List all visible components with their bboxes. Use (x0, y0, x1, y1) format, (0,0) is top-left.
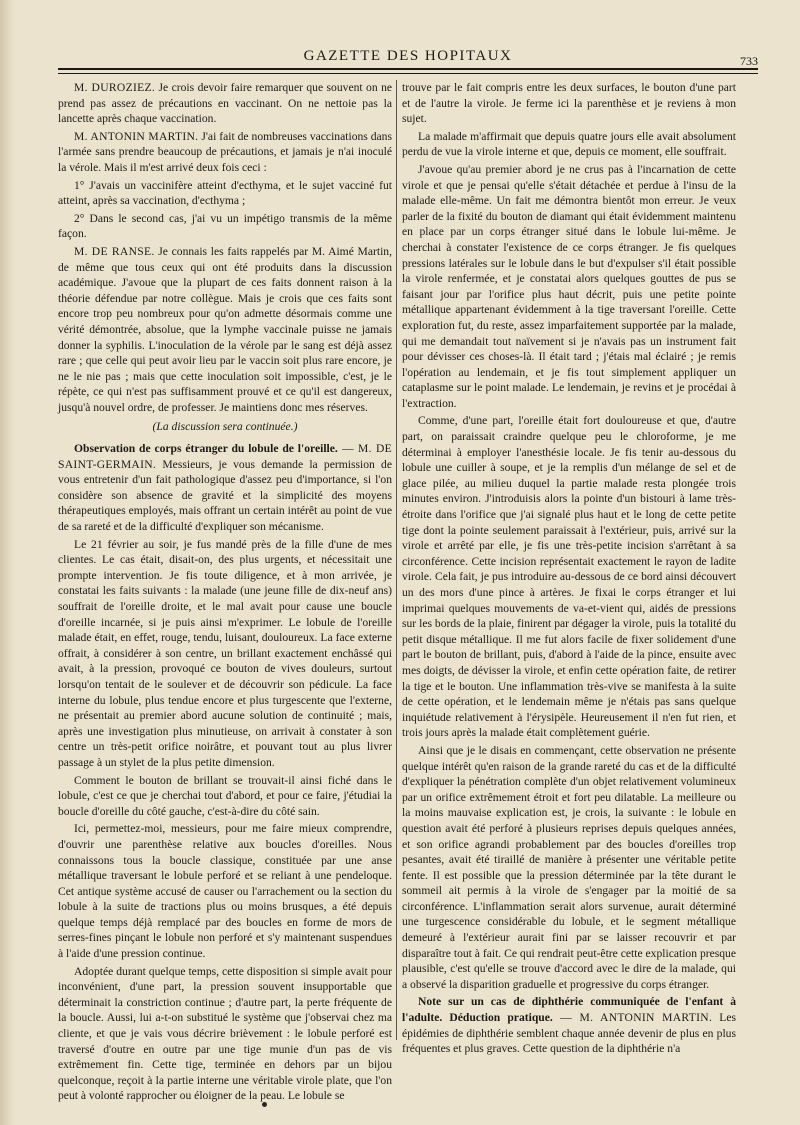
paragraph: Comment le bouton de brillant se trouvait-il ainsi fiché dans le lobule, c'est ce que je cherchai tout d'abord, et pour ce faire, j'étudiai la boucle d'oreille du côté gauche, c'est-à-dire du côté sain. (58, 773, 392, 818)
paragraph-antonin-martin (58, 129, 392, 176)
paragraph: trouve par le fait compris entre les deux surfaces, le bouton d'une part et de l'autre la virole. Je ferme ici la parenthèse et je reviens à mon sujet. (402, 81, 736, 126)
paragraph: J'avoue qu'au premier abord je ne crus pas à l'incarnation de cette virole et que je pensai qu'elle s'était détachée et perdue à l'insu de la malade elle-même. Un fait me démontra bientôt mon erreur. Je veux parler de la fixité du bouton de diamant qui était évidemment maintenu en place par un corps étranger situé dans le lobule lui-même. Je cherchai à constater l'existence de ce corps étranger. Je fis quelques pressions latérales sur le lobule dans le but d'expulser s'il était possible la virole renfermée, et je constatai alors quelques gouttes de pus se faisant jour par l'orifice plus haut décrit, puis une petite pointe métallique appartenant évidemment à la tige traversant l'oreille. Cette exploration fut, du reste, assez imparfaitement supportée par la malade, qui me demandait tout naïvement si je n'avais pas un instrument fait pour dévisser ces choses-là. Il était tard ; j'étais mal éclairé ; je remis l'opération au lendemain, et je fis tout simplement appliquer un cataplasme sur le point malade. Le lendemain, je revins et je procédai à l'extraction. (402, 162, 736, 410)
section-author: — M. DE SAINT-GERMAIN. (58, 442, 392, 471)
paragraph-text: Je crois devoir faire remarquer que souvent on ne prend pas assez de précautions en vaccinant. On ne nettoie pas la lancette après chaque vaccination. (58, 81, 393, 126)
paragraph: Le 21 février au soir, je fus mandé près de la fille d'une de mes clientes. Le cas était, disait-on, des plus urgents, et nécessitait une prompte intervention. Je fis toute diligence, et à mon arrivée, je constatai les faits suivants : la malade (une jeune fille de dix-neuf ans) souffrait de l'oreille droite, et le mal avait pour cause une boucle d'oreille incarnée, si je puis ainsi m'exprimer. Le lobule de l'oreille malade était, en effet, rouge, tendu, luisant, douloureux. La face externe offrait, à considérer à son centre, un brillant exactement enchâssé qui avait, à la pression, provoqué ce bouton de vives douleurs, surtout lorsqu'on tentait de le soulever et de découvrir son pédicule. La face interne du lobule, plus tendue encore et plus turgescente que l'externe, ne présentait au premier abord aucune solution de continuité ; mais, après une investigation plus minutieuse, on arrivait à constater à son centre un très-petit orifice noirâtre, et pouvant tout au plus livrer passage à un stylet de la plus petite dimension. (58, 537, 392, 769)
section-intro (58, 441, 392, 535)
list-item: 1° J'avais un vaccinifère atteint d'ecthyma, et le sujet vacciné fut atteint, après sa vaccination, d'ecthyma ; (58, 178, 392, 208)
note-section (402, 994, 736, 1056)
continuation-note: (La discussion sera continuée.) (152, 420, 298, 434)
speaker-name: M. ANTONIN MARTIN. (74, 129, 199, 143)
left-column (58, 80, 393, 1103)
paragraph-text: J'ai fait de nombreuses vaccinations dans l'armée sans prendre beaucoup de précautions, et jamais je n'ai inoculé la vérole. Mais il m'est arrivé deux fois ceci : (58, 129, 392, 174)
paragraph-text: Je connais les faits rappelés par M. Aimé Martin, de même que tous ceux qui ont été produits dans la discussion académique. J'avoue que la plupart de ces faits donnent raison à la théorie défendue par notre collègue. Mais je crois que ces faits sont encore trop peu nombreux pour qu'on admette désormais comme une vérité démontrée, absolue, que la lymphe vaccinale puisse ne jamais donner la syphilis. L'inoculation de la vérole par le sang est déjà assez rare ; que celle qui peut avoir lieu par le vaccin soit plus rare encore, je ne le nie pas ; mais que cette inoculation soit impossible, c'est, je le répète, ce qui n'est pas suffisamment prouvé et ce qu'il est dangereux, jusqu'à nouvel ordre, de professer. Je maintiens donc mes réserves. (58, 244, 392, 414)
paragraph-text: Messieurs, je vous demande la permission de vous entretenir d'un fait pathologique d'assez peu d'importance, si l'on considère son absence de gravité et la simplicité des moyens thérapeutiques employés, mais offrant un certain intérêt au point de vue de sa rareté et de la difficulté d'expliquer son mécanisme. (58, 457, 392, 534)
journal-title: GAZETTE DES HOPITAUX (303, 48, 513, 64)
page-header (58, 40, 758, 70)
column-divider (396, 80, 397, 1040)
header-rule-thin (58, 73, 758, 74)
note-title: Note sur un cas de diphthérie communiquée de l'enfant à l'adulte. Déduction pratique. (402, 995, 736, 1025)
note-author: — M. ANTONIN MARTIN. (552, 1011, 713, 1025)
paragraph: La malade m'affirmait que depuis quatre jours elle avait absolument perdu de vue la virole interne et que, depuis ce moment, elle souffrait. (402, 129, 736, 159)
paragraph-duroziez (58, 80, 392, 127)
paragraph-de-ranse (58, 244, 392, 416)
page-number: 733 (740, 54, 758, 68)
list-item: 2° Dans le second cas, j'ai vu un impétigo transmis de la même façon. (58, 211, 392, 241)
speaker-name: M. DE RANSE. (74, 244, 155, 258)
paragraph-text: Les épidémies de diphthérie semblent chaque année devenir de plus en plus fréquentes et plus graves. Cette question de la diphthérie n'a (402, 1011, 736, 1056)
header-rule-thick (58, 68, 758, 70)
page-shadow-edge (0, 0, 14, 1125)
paragraph: Ici, permettez-moi, messieurs, pour me faire mieux comprendre, d'ouvrir une parenthèse relative aux boucles d'oreilles. Nous connaissons tous la boucle classique, constituée par une anse métallique traversant le lobule perforé et se reliant à une pendeloque. Cet antique système accusé de causer ou l'arrachement ou la section du lobule à la suite de tractions plus ou moins brusques, a été depuis quelque temps déjà remplacé par des boucles en forme de mors de serres-fines pinçant le lobule non perforé et s'y maintenant suspendues à l'aide d'une pression continue. (58, 822, 392, 961)
paragraph: Ainsi que je le disais en commençant, cette observation ne présente quelque intérêt qu'en raison de la grande rareté du cas et de la difficulté d'expliquer la pénétration complète d'un objet relativement volumineux par un orifice extrêmement étroit et fort peu dilatable. La meilleure ou la moins mauvaise explication est, je crois, la suivante : le lobule en question avait été perforé à plusieurs reprises depuis quelques années, et son orifice agrandi probablement par des boucles d'oreilles trop pesantes, avait été tiraillé de manière à présenter une véritable petite fente. Il est possible que la pression déterminée par la tête durant le sommeil ait permis à la virole de s'engager par la moitié de sa circonférence. L'inflammation serait alors survenue, aurait déterminé une turgescence considérable du lobule, et le segment métallique demeuré à l'extérieur aurait fini par se laisser recouvrir et par disparaître tout à fait. Ce qui rendrait peut-être cette explication presque plausible, c'est qu'elle se trouve d'accord avec le dire de la malade, qui a observé la disparition graduelle et progressive du corps étranger. (402, 743, 736, 991)
right-column (402, 80, 736, 1090)
section-title: Observation de corps étranger du lobule de l'oreille. (74, 442, 338, 456)
speaker-name: M. DUROZIEZ. (74, 81, 156, 94)
paragraph: Adoptée durant quelque temps, cette disposition si simple avait pour inconvénient, d'une part, la pression souvent insupportable que déterminait la constriction continue ; d'autre part, la perte fréquente de la boucle. Aussi, lui a-t-on substitué le système que j'observai chez ma cliente, et que je vais vous décrire brièvement : le lobule perforé est traversé d'outre en outre par une tige munie d'un pas de vis extrêmement fin. Cette tige, terminée en dehors par un bijou quelconque, reçoit à la partie interne une véritable virole plate, que l'on peut à volonté rapprocher ou éloigner de la peau. Le lobule se (58, 964, 392, 1103)
ink-dot (262, 1102, 267, 1107)
paragraph: Comme, d'une part, l'oreille était fort douloureuse et que, d'autre part, on paraissait craindre quelque peu le chloroforme, je me déterminai à employer l'anesthésie locale. Je fis tenir au-dessous du lobule une cuiller à soupe, et je la remplis d'un mélange de sel et de glace pilée, au milieu duquel la partie malade resta plongée trois minutes environ. J'introduisis alors la pointe d'un bistouri à lame très-étroite dans l'orifice que j'ai signalé plus haut et le long de cette petite tige dont la pointe seulement paraissait à l'extérieur, puis, arrivé sur la virole et arrêté par elle, je fis une très-petite incision s'arrêtant à sa circonférence. Cette incision représentait exactement le rayon de ladite virole. Cela fait, je pus introduire au-dessous de ce bord ainsi découvert un des mors d'une pince à artères. Je fixai le corps étranger et lui imprimai quelques mouvements de va-et-vient qui, aidés de pressions sur les bords de la plaie, finirent par dégager la virole, puis la totalité du petit disque métallique. Il me fut alors facile de fixer solidement d'une part le bouton de brillant, puis, d'abord à l'aide de la pince, ensuite avec mes doigts, de dévisser la virole, et enfin cette opération faite, de retirer la tige et le bouton. Une inflammation très-vive se manifesta à la suite de cette opération, et le lendemain même je n'étais pas sans quelque inquiétude relativement à l'érysipèle. Heureusement il n'en fut rien, et trois jours après la malade était complètement guérie. (402, 414, 736, 740)
